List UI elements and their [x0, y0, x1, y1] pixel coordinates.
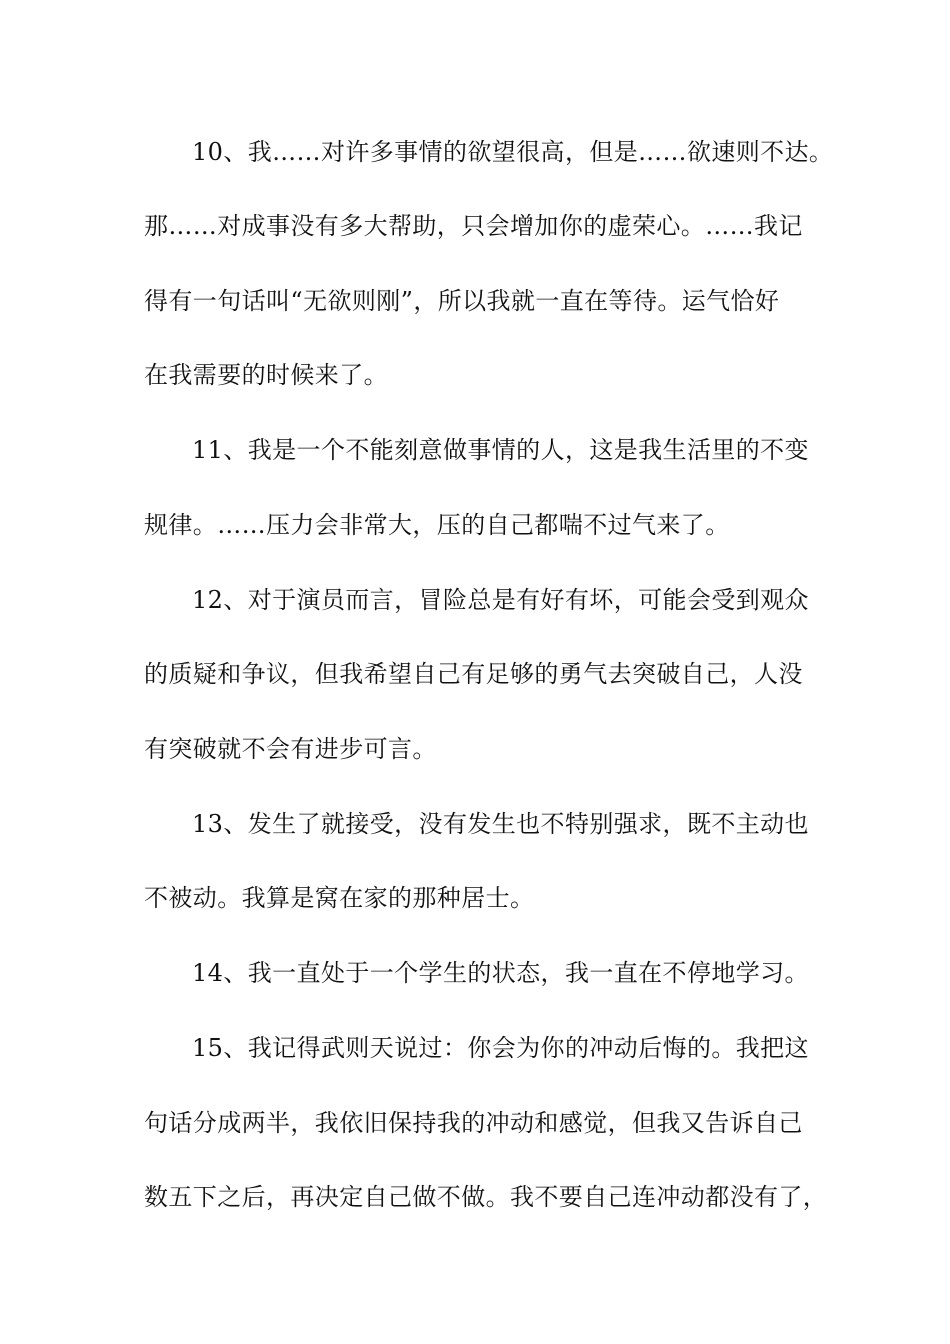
paragraph-12-line-1: 12、对于演员而言，冒险总是有好有坏，可能会受到观众	[192, 586, 809, 614]
paragraph-14-line-1: 14、我一直处于一个学生的状态，我一直在不停地学习。	[192, 959, 809, 987]
paragraph-15-line-2: 句话分成两半，我依旧保持我的冲动和感觉，但我又告诉自己	[144, 1109, 803, 1137]
paragraph-15-line-3: 数五下之后，再决定自己做不做。我不要自己连冲动都没有了，	[144, 1183, 828, 1211]
paragraph-12-line-2: 的质疑和争议，但我希望自己有足够的勇气去突破自己，人没	[144, 660, 803, 688]
paragraph-10-line-4: 在我需要的时候来了。	[144, 361, 388, 389]
paragraph-15-line-1: 15、我记得武则天说过：你会为你的冲动后悔的。我把这	[192, 1034, 809, 1062]
paragraph-10-line-1: 10、我……对许多事情的欲望很高，但是……欲速则不达。	[192, 138, 834, 166]
paragraph-13-line-1: 13、发生了就接受，没有发生也不特别强求，既不主动也	[192, 810, 809, 838]
paragraph-12-line-3: 有突破就不会有进步可言。	[144, 735, 437, 763]
paragraph-10-line-3: 得有一句话叫“无欲则刚”，所以我就一直在等待。运气恰好	[144, 287, 780, 315]
paragraph-10-line-2: 那……对成事没有多大帮助，只会增加你的虚荣心。……我记	[144, 212, 803, 240]
paragraph-11-line-1: 11、我是一个不能刻意做事情的人，这是我生活里的不变	[192, 436, 809, 464]
paragraph-11-line-2: 规律。……压力会非常大，压的自己都喘不过气来了。	[144, 511, 730, 539]
paragraph-13-line-2: 不被动。我算是窝在家的那种居士。	[144, 884, 535, 912]
